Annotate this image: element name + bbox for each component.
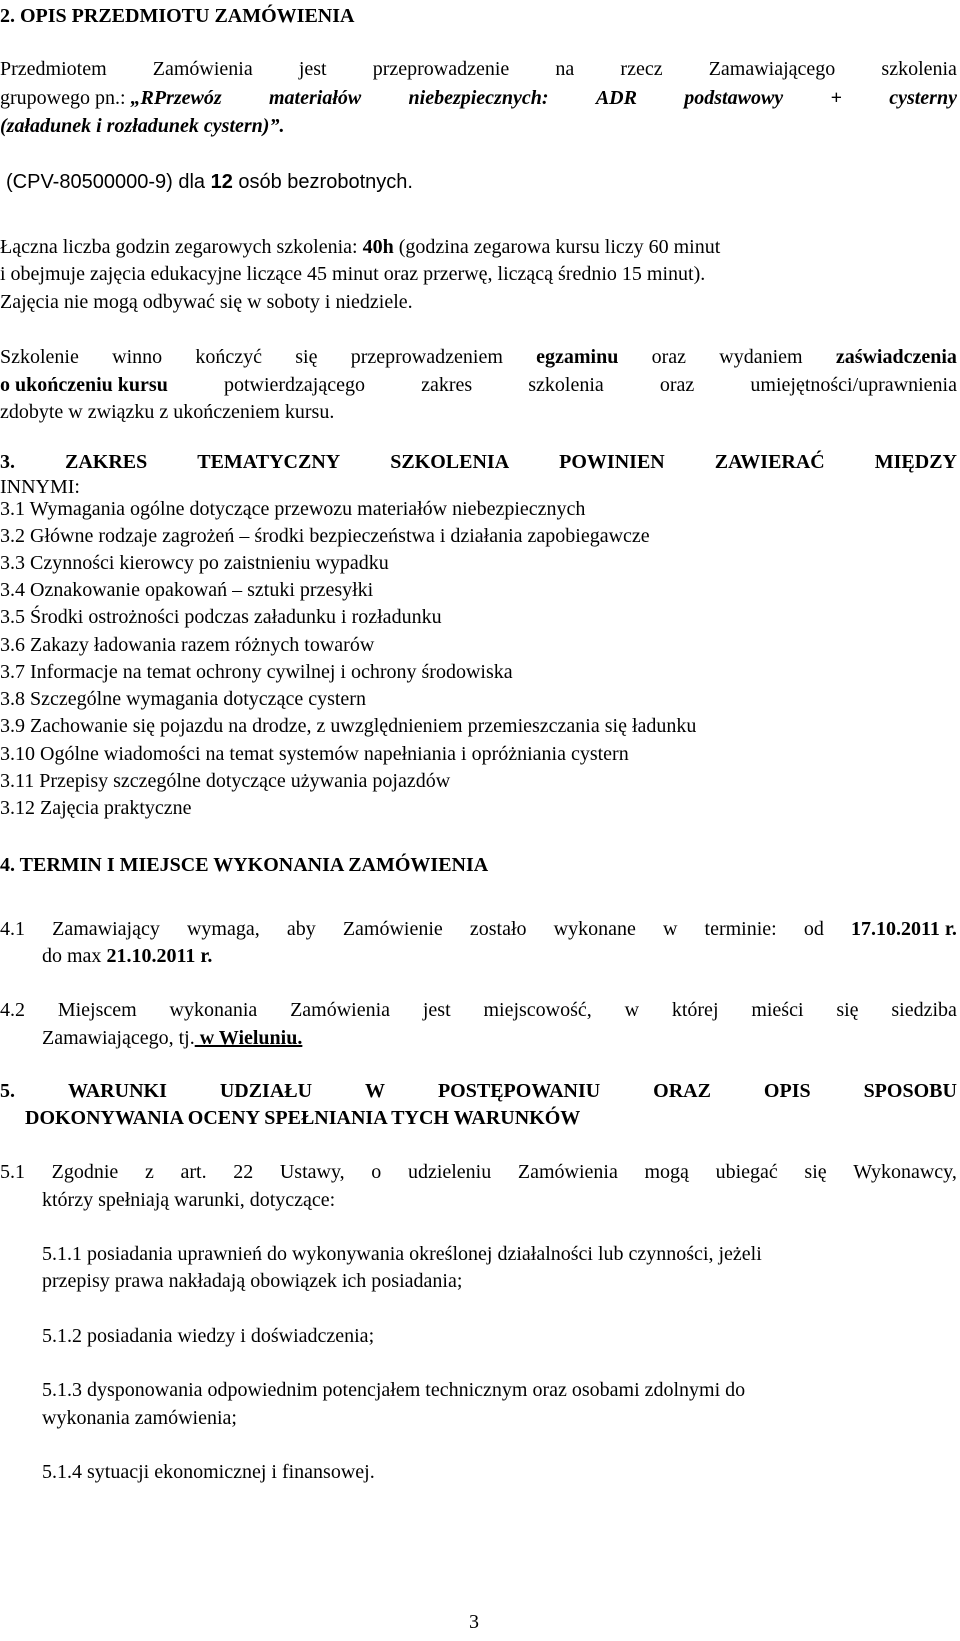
course-title-word: cysterny (889, 87, 957, 109)
hours-line-1 (0, 235, 720, 259)
topic-item: 3.8 Szczególne wymagania dotyczące cystern (0, 688, 366, 710)
paragraph-5-1-1-line-2: przepisy prawa nakładają obowiązek ich posiadania; (42, 1270, 463, 1292)
exam-line-1-word: się (295, 346, 318, 368)
paragraph-4-1-word: od (803, 918, 824, 940)
exam-line-3: zdobyte w związku z ukończeniem kursu. (0, 401, 335, 423)
section-3-heading-word: 3. (0, 451, 15, 473)
paragraph-4-2-line-2 (42, 1026, 302, 1050)
paragraph-4-2-line-1 (0, 998, 957, 1022)
place-pre: Zamawiającego, tj. (42, 1027, 195, 1049)
course-title-word: „RPrzewóz (130, 87, 222, 109)
course-title-word: ADR (595, 87, 637, 109)
paragraph-4-1-word: terminie: (704, 918, 777, 940)
topic-item: 3.12 Zajęcia praktyczne (0, 797, 192, 819)
deadline-date: 21.10.2011 r. (106, 945, 213, 967)
paragraph-4-2-word: wykonania (169, 999, 258, 1021)
paragraph-2-line-1-word: jest (298, 58, 327, 80)
topic-item: 3.3 Czynności kierowcy po zaistnieniu wypadku (0, 552, 389, 574)
exam-line-1-word: kończyć (195, 346, 263, 368)
paragraph-4-1-word: Zamawiający (52, 918, 160, 940)
certificate-keyword: zaświadczenia (835, 346, 957, 368)
exam-line-1-word: przeprowadzeniem (350, 346, 503, 368)
paragraph-4-1-line-1 (0, 917, 957, 941)
paragraph-2-line-1-word: przeprowadzenie (372, 58, 510, 80)
exam-line-2-word: umiejętności/uprawnienia (750, 374, 957, 396)
place-name: w Wieluniu. (194, 1027, 303, 1049)
paragraph-2-line-1 (0, 57, 957, 81)
paragraph-4-2-word: w (624, 999, 640, 1021)
topic-item: 3.5 Środki ostrożności podczas załadunku i rozładunku (0, 606, 442, 628)
topic-item: 3.4 Oznakowanie opakowań – sztuki przesyłki (0, 579, 374, 601)
topic-item: 3.7 Informacje na temat ochrony cywilnej i ochrony środowiska (0, 661, 513, 683)
paragraph-5-1-1-line-1: 5.1.1 posiadania uprawnień do wykonywania określonej działalności lub czynności, jeżeli (42, 1243, 762, 1265)
exam-keyword: egzaminu (536, 346, 619, 368)
exam-line-2-word: zakres (421, 374, 473, 396)
paragraph-5-1-3-line-2: wykonania zamówienia; (42, 1407, 237, 1429)
paragraph-4-2-word: miejscowość, (483, 999, 592, 1021)
start-date: 17.10.2011 r. (850, 918, 957, 940)
paragraph-4-1-word: w (662, 918, 678, 940)
paragraph-5-1-word: 5.1 (0, 1161, 25, 1183)
paragraph-2-line-3: (załadunek i rozładunek cystern)”. (0, 115, 285, 137)
course-title-word: + (830, 87, 842, 109)
section-3-heading-line-2: INNYMI: (0, 476, 80, 498)
paragraph-2-line-1-word: rzecz (620, 58, 663, 80)
deadline-pre: do max (42, 945, 107, 967)
course-title-word: materiałów (268, 87, 362, 109)
paragraph-5-1-word: ubiegać (715, 1161, 778, 1183)
section-3-heading-word: SZKOLENIA (390, 451, 510, 473)
paragraph-4-2-word: się (836, 999, 859, 1021)
paragraph-5-1-word: udzieleniu (407, 1161, 492, 1183)
section-3-heading-word: MIĘDZY (874, 451, 957, 473)
paragraph-4-2-word: jest (422, 999, 451, 1021)
hours-post: (godzina zegarowa kursu liczy 60 minut (393, 236, 721, 258)
paragraph-4-1-word: wymaga, (186, 918, 260, 940)
paragraph-5-1-3-line-1: 5.1.3 dysponowania odpowiednim potencjałem technicznym oraz osobami zdolnymi do (42, 1379, 746, 1401)
course-title-word: niebezpiecznych: (408, 87, 549, 109)
exam-line-1 (0, 345, 957, 369)
exam-line-2 (0, 373, 957, 397)
paragraph-4-2-word: siedziba (891, 999, 957, 1021)
paragraph-2-line-1-word: Zamówienia (152, 58, 253, 80)
hours-line-3: Zajęcia nie mogą odbywać się w soboty i niedziele. (0, 291, 413, 313)
cpv-post: osób bezrobotnych. (232, 171, 413, 193)
course-completion-keyword: o ukończeniu kursu (0, 374, 168, 396)
paragraph-4-1-word: wykonane (553, 918, 636, 940)
exam-line-1-word: oraz (651, 346, 687, 368)
paragraph-5-1-word: Zgodnie (51, 1161, 119, 1183)
section-5-heading-line-1 (0, 1079, 957, 1103)
topic-item: 3.10 Ogólne wiadomości na temat systemów napełniania i opróżniania cystern (0, 743, 629, 765)
cpv-line (6, 170, 413, 194)
section-3-heading-line-1 (0, 450, 957, 474)
section-3-heading-word: TEMATYCZNY (197, 451, 341, 473)
paragraph-5-1-word: art. (180, 1161, 207, 1183)
course-title-word: podstawowy (684, 87, 784, 109)
paragraph-5-1-2: 5.1.2 posiadania wiedzy i doświadczenia; (42, 1325, 375, 1347)
paragraph-2-line-1-word: Zamawiającego (708, 58, 836, 80)
section-3-heading-word: ZAKRES (65, 451, 148, 473)
paragraph-5-1-word: mogą (644, 1161, 689, 1183)
section-5-heading-line-2: DOKONYWANIA OCENY SPEŁNIANIA TYCH WARUNKÓW (25, 1107, 581, 1129)
paragraph-5-1-line-2: którzy spełniają warunki, dotyczące: (42, 1189, 336, 1211)
exam-line-1-word: Szkolenie (0, 346, 79, 368)
page-number: 3 (469, 1611, 479, 1633)
paragraph-4-2-word: 4.2 (0, 999, 25, 1021)
paragraph-2-line-1-word: szkolenia (881, 58, 957, 80)
paragraph-5-1-word: Ustawy, (279, 1161, 345, 1183)
paragraph-5-1-word: Wykonawcy, (853, 1161, 957, 1183)
paragraph-4-2-word: mieści (751, 999, 804, 1021)
hours-value: 40h (362, 236, 394, 258)
paragraph-2-line-2 (0, 86, 957, 110)
paragraph-5-1-word: Zamówienia (517, 1161, 618, 1183)
paragraph-2-line-2-plain: grupowego pn.: (0, 87, 131, 109)
section-5-heading-word: W (365, 1080, 386, 1102)
topic-item: 3.11 Przepisy szczególne dotyczące używania pojazdów (0, 770, 451, 792)
paragraph-5-1-4: 5.1.4 sytuacji ekonomicznej i finansowej. (42, 1461, 375, 1483)
exam-line-1-word: winno (112, 346, 163, 368)
topic-item: 3.1 Wymagania ogólne dotyczące przewozu materiałów niebezpiecznych (0, 498, 586, 520)
paragraph-4-2-word: Zamówienia (290, 999, 391, 1021)
section-5-heading-word: SPOSOBU (863, 1080, 957, 1102)
section-3-heading-word: POWINIEN (559, 451, 665, 473)
exam-line-2-word: potwierdzającego (223, 374, 365, 396)
section-5-heading-word: ORAZ (653, 1080, 711, 1102)
paragraph-4-1-line-2 (42, 944, 212, 968)
section-5-heading-word: OPIS (763, 1080, 811, 1102)
course-title-start (0, 86, 222, 110)
cpv-pre: (CPV-80500000-9) dla (6, 171, 211, 193)
topic-item: 3.9 Zachowanie się pojazdu na drodze, z uwzględnieniem przemieszczania się ładunku (0, 715, 697, 737)
exam-line-2-word: szkolenia (528, 374, 604, 396)
paragraph-2-line-1-word: Przedmiotem (0, 58, 107, 80)
section-2-heading: 2. OPIS PRZEDMIOTU ZAMÓWIENIA (0, 5, 355, 27)
cpv-count: 12 (210, 171, 233, 193)
paragraph-4-1-word: Zamówienie (342, 918, 443, 940)
topic-item: 3.6 Zakazy ładowania razem różnych towarów (0, 634, 375, 656)
paragraph-5-1-word: 22 (233, 1161, 254, 1183)
paragraph-4-2-word: Miejscem (57, 999, 137, 1021)
paragraph-4-1-word: 4.1 (0, 918, 25, 940)
exam-line-1-word: wydaniem (719, 346, 803, 368)
paragraph-5-1-word: się (804, 1161, 827, 1183)
paragraph-4-1-word: aby (286, 918, 316, 940)
section-5-heading-word: 5. (0, 1080, 15, 1102)
paragraph-4-1-word: zostało (469, 918, 527, 940)
paragraph-5-1-word: o (371, 1161, 382, 1183)
topic-item: 3.2 Główne rodzaje zagrożeń – środki bezpieczeństwa i działania zapobiegawcze (0, 525, 650, 547)
exam-line-2-word: oraz (659, 374, 695, 396)
section-4-heading: 4. TERMIN I MIEJSCE WYKONANIA ZAMÓWIENIA (0, 854, 489, 876)
paragraph-5-1-word: z (144, 1161, 154, 1183)
hours-pre: Łączna liczba godzin zegarowych szkolenia: (0, 236, 363, 258)
section-3-heading-word: ZAWIERAĆ (714, 451, 825, 473)
section-5-heading-word: UDZIAŁU (219, 1080, 313, 1102)
paragraph-2-line-1-word: na (555, 58, 575, 80)
hours-line-2: i obejmuje zajęcia edukacyjne liczące 45 minut oraz przerwę, liczącą średnio 15 minut). (0, 263, 706, 285)
paragraph-4-2-word: której (671, 999, 719, 1021)
section-5-heading-word: POSTĘPOWANIU (437, 1080, 601, 1102)
section-5-heading-word: WARUNKI (67, 1080, 167, 1102)
paragraph-5-1-line-1 (0, 1160, 957, 1184)
